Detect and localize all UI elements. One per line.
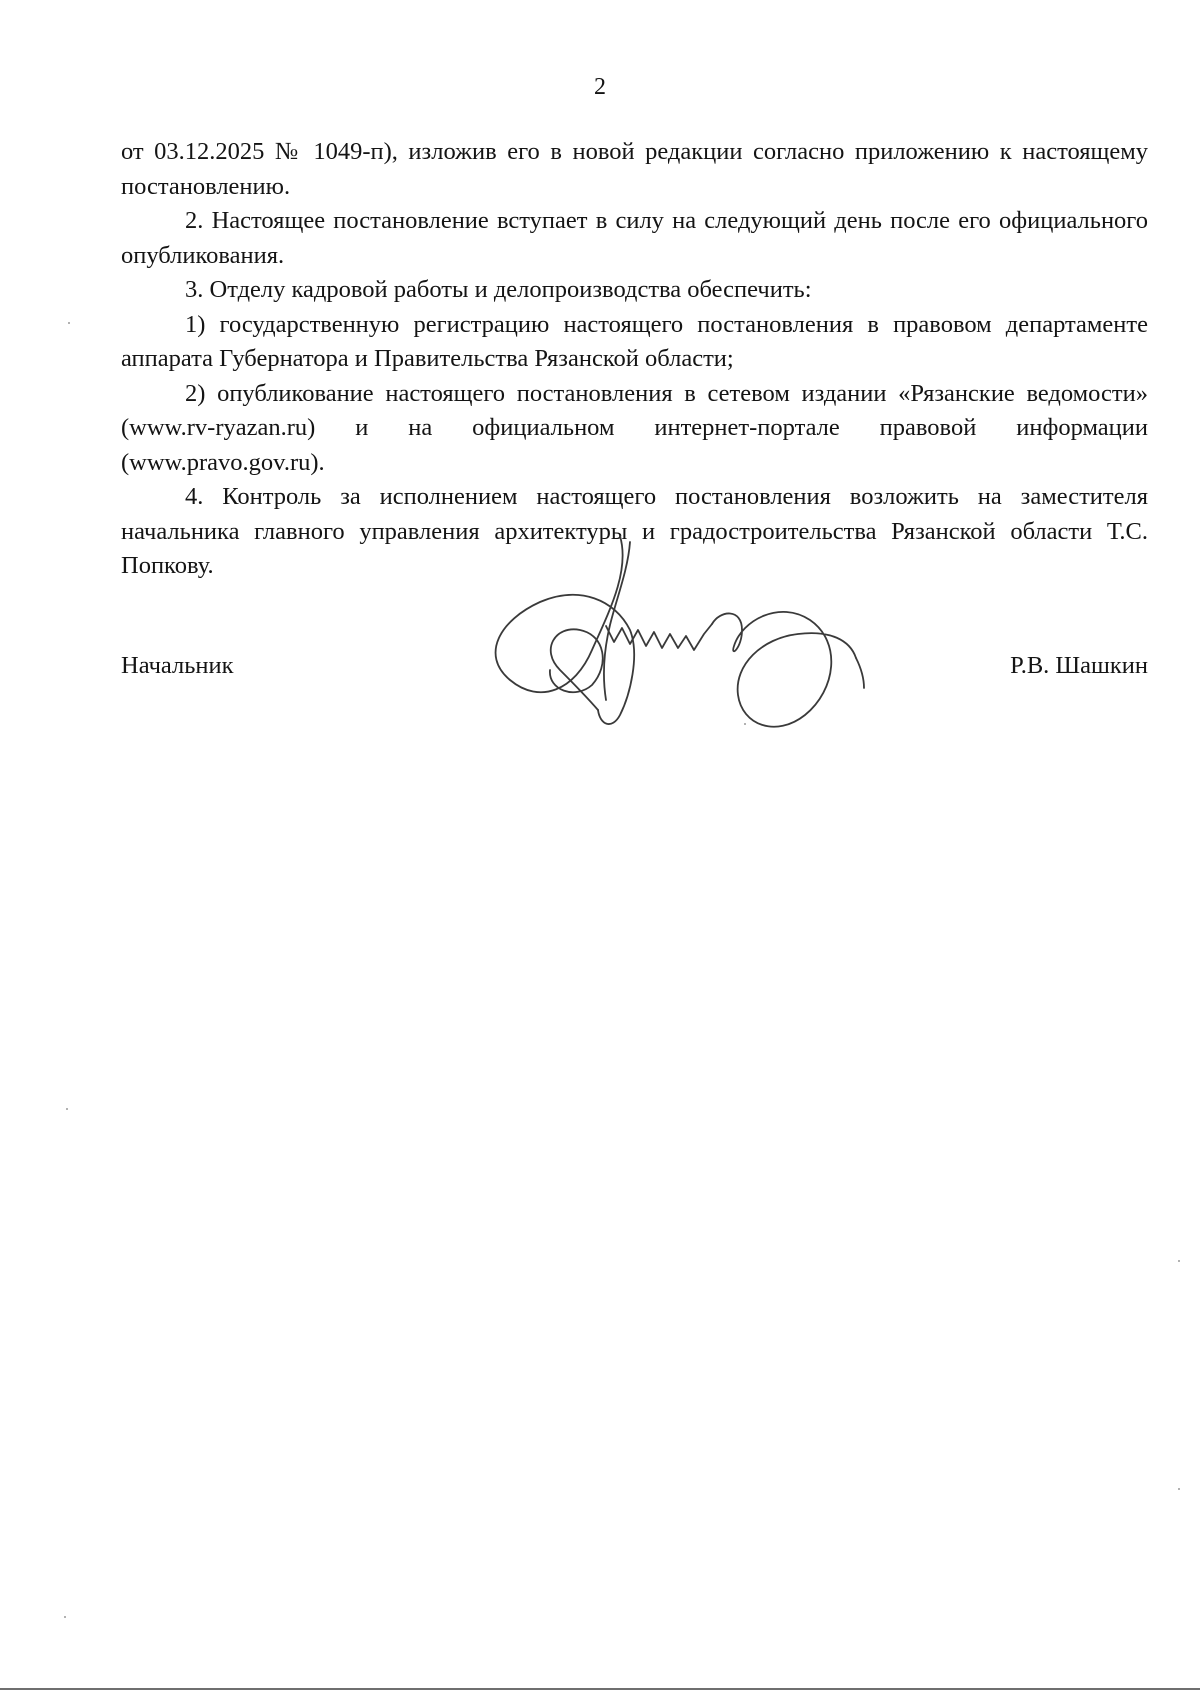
scan-speck <box>68 322 70 324</box>
handwritten-signature <box>480 530 920 800</box>
paragraph-item-3: 3. Отделу кадровой работы и делопроизводства обеспечить: <box>185 276 812 303</box>
paragraph-item-3-2: 2) опубликование настоящего постановления в сетевом издании «Рязанские ведомости» (www.rv-ryazan.ru) и на официальном интернет-портале правовой информации (www.pravo.gov.ru). <box>121 379 1148 476</box>
paragraph-item-3-1: 1) государственную регистрацию настоящего постановления в правовом департаменте аппарата Губернатора и Правительства Рязанской области; <box>121 310 1148 372</box>
scan-speck <box>66 1108 68 1110</box>
scan-speck <box>1178 1488 1180 1490</box>
signatory-name: Р.В. Шашкин <box>1010 652 1148 679</box>
document-body <box>121 135 1148 584</box>
page-number: 2 <box>594 74 606 100</box>
scan-speck <box>64 1616 66 1618</box>
scan-speck <box>1178 1260 1180 1262</box>
paragraph-item-2: 2. Настоящее постановление вступает в силу на следующий день после его официального опубликования. <box>121 207 1148 269</box>
signatory-title: Начальник <box>121 652 234 679</box>
scan-speck <box>744 723 746 725</box>
scan-edge-line <box>0 1688 1200 1690</box>
paragraph-continuation: от 03.12.2025 № 1049-п), изложив его в новой редакции согласно приложению к настоящему постановлению. <box>121 138 1148 200</box>
paragraph-item-4: 4. Контроль за исполнением настоящего постановления возложить на заместителя начальника главного управления архитектуры и градостроительства Рязанской области Т.С. Попкову. <box>121 483 1148 579</box>
